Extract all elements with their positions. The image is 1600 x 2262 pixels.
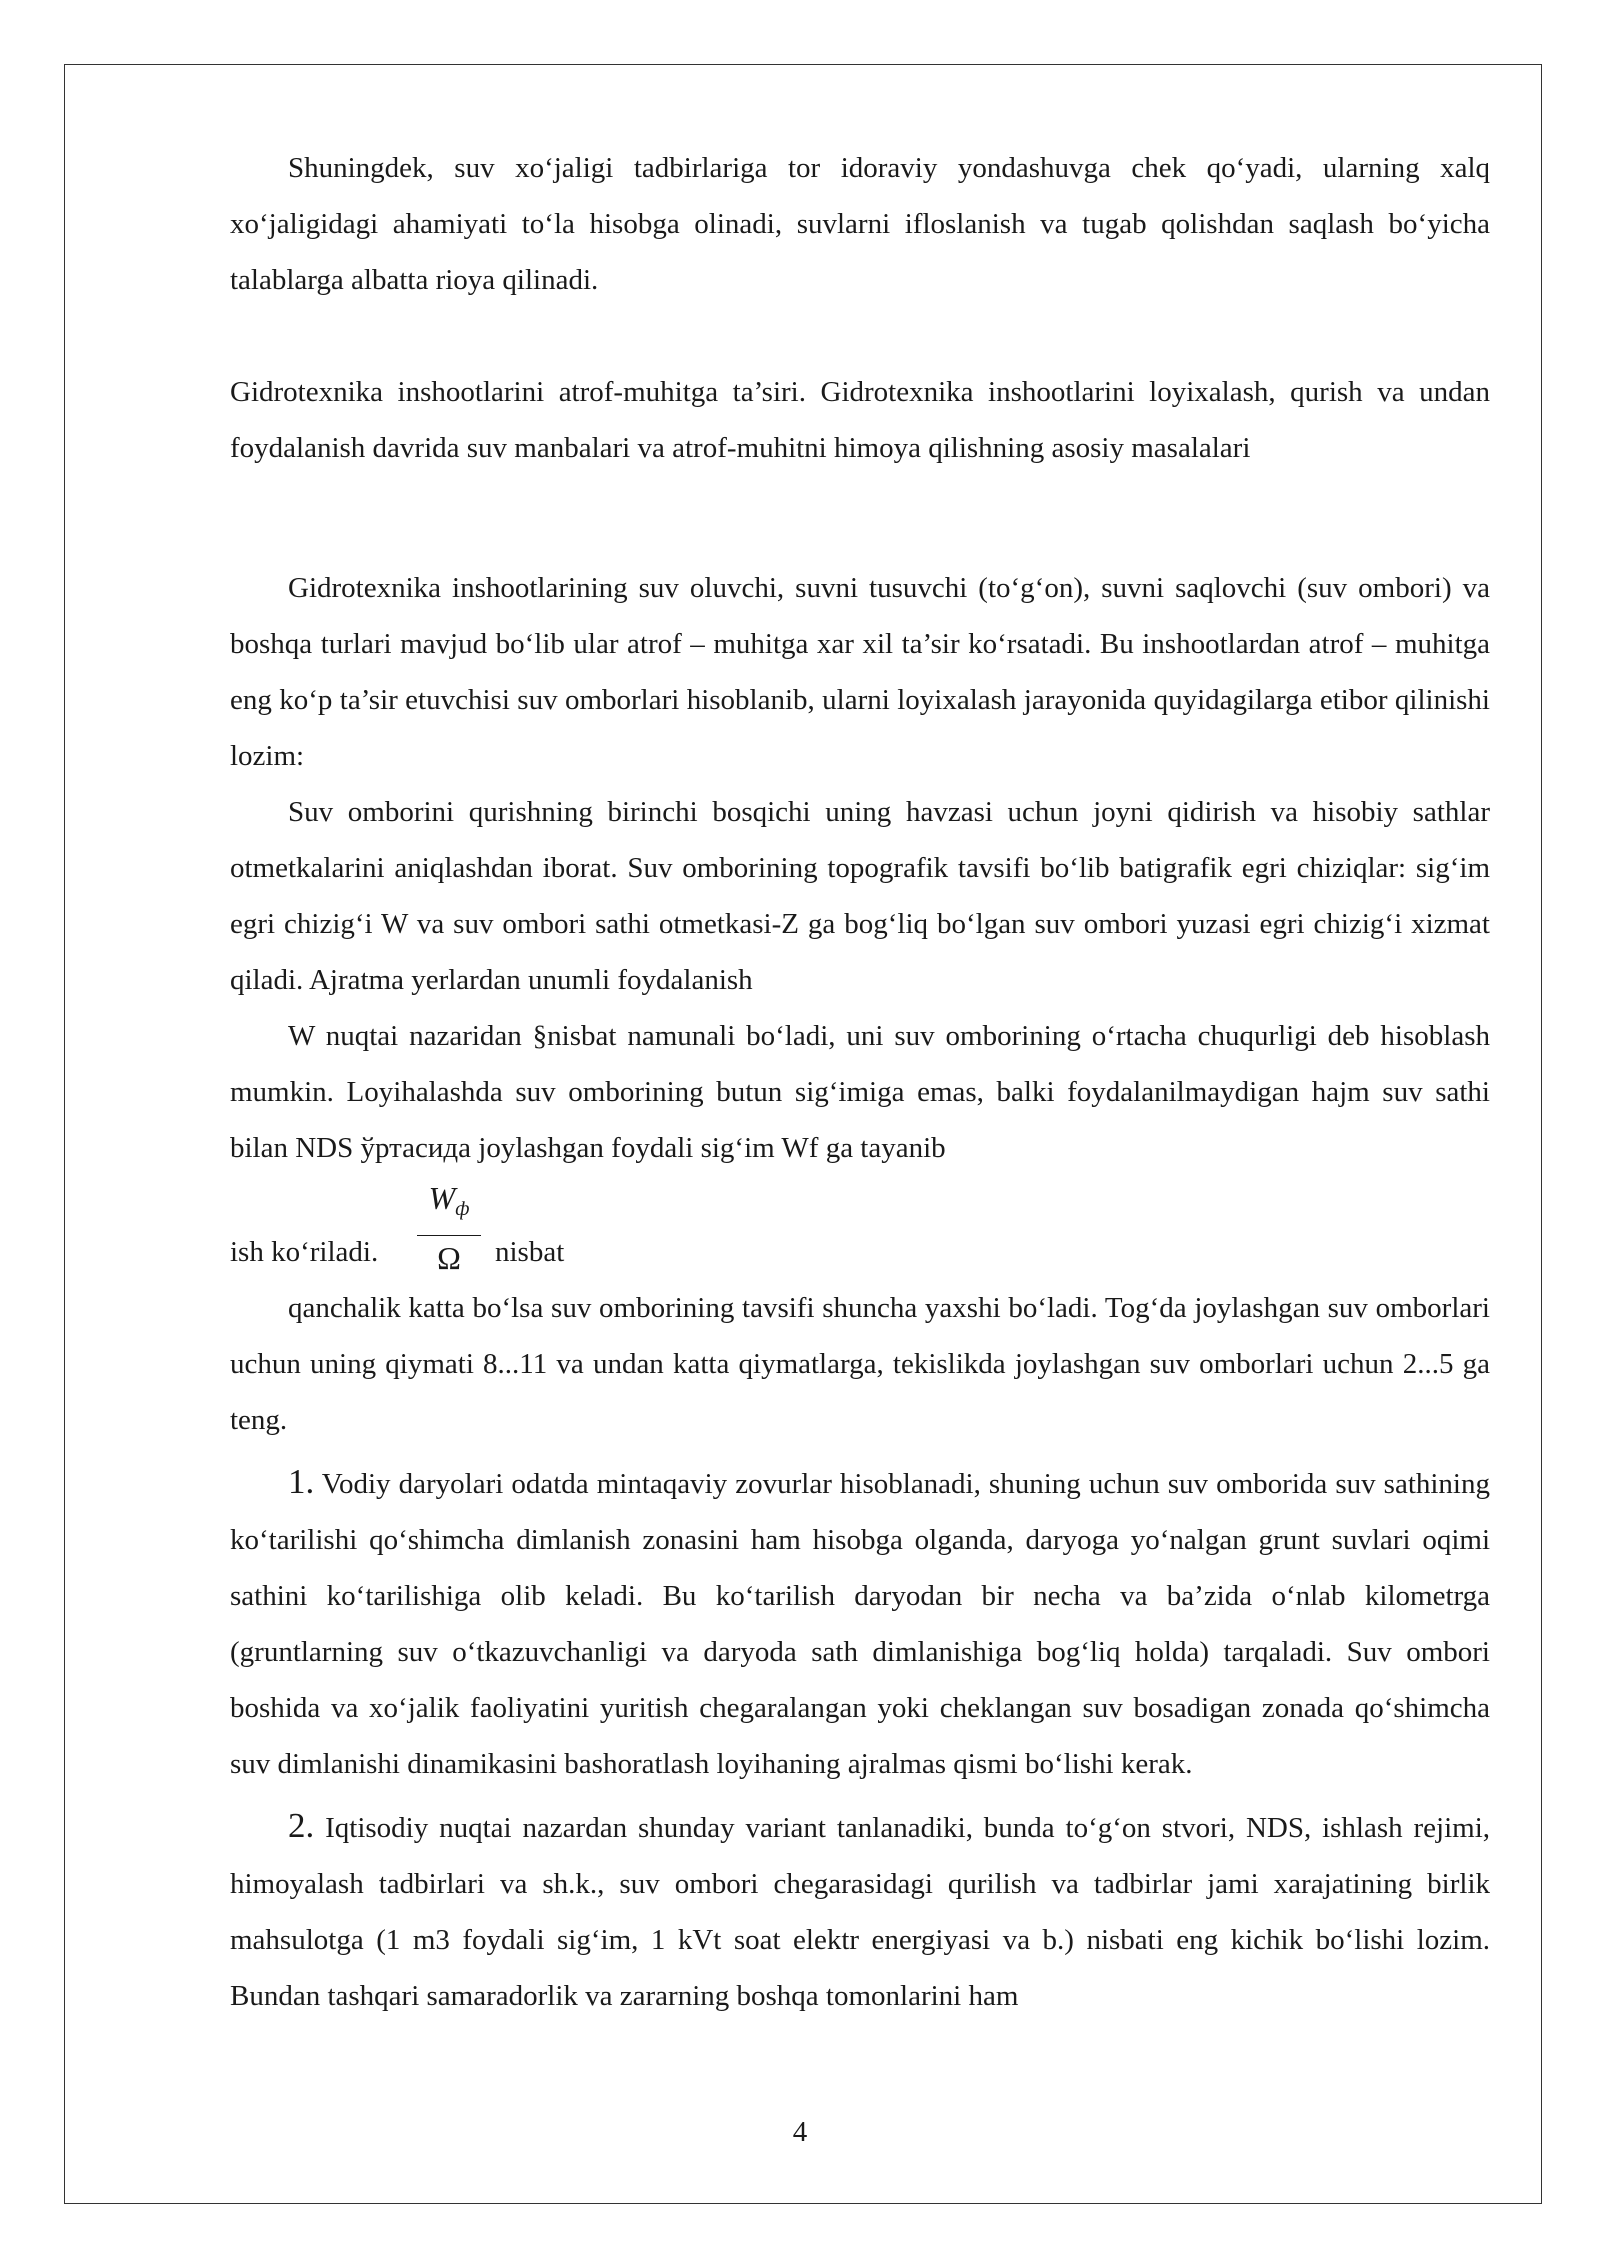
fraction-formula — [415, 1176, 483, 1280]
paragraph-ratio-values: qanchalik katta bo‘lsa suv omborining tavsifi shuncha yaxshi bo‘ladi. Tog‘da joylashgan suv omborlari uchun uning qiymati 8...11 va undan katta qiymatlarga, tekislikda joylashgan suv omborlari uchun 2...5 ga teng. — [230, 1292, 1490, 1436]
paragraph-intro: Shuningdek, suv xo‘jaligi tadbirlariga tor idoraviy yondashuvga chek qo‘yadi, ularning xalq xo‘jaligidagi ahamiyati to‘la hisobga olinadi, suvlarni ifloslanish va tugab qolishdan saqlash bo‘yicha talablarga albatta rioya qilinadi. — [230, 152, 1490, 296]
formula-line — [230, 1176, 1490, 1280]
formula-suffix-text: nisbat — [495, 1236, 565, 1268]
numerator-symbol: W — [428, 1180, 456, 1216]
fraction-denominator: Ω — [437, 1240, 461, 1276]
list-item-1 — [230, 1454, 1490, 1792]
paragraph-hydro-structures: Gidrotexnika inshootlarining suv oluvchi, suvni tusuvchi (to‘g‘on), suvni saqlovchi (suv ombori) va boshqa turlari mavjud bo‘lib ular atrof – muhitga xar xil ta’sir ko‘rsatadi. Bu inshootlardan atrof – muhitga eng ko‘p ta’sir etuvchisi suv omborlari hisoblanib, ularni loyixalash jarayonida quyidagilarga etibor qilinishi lozim: — [230, 572, 1490, 772]
fraction-numerator — [415, 1176, 483, 1231]
numerator-subscript: ф — [455, 1198, 470, 1220]
list-item-1-number: 1. — [288, 1462, 315, 1501]
page-number: 4 — [792, 2116, 808, 2148]
list-item-2-text: Iqtisodiy nuqtai nazardan shunday variant tanlanadiki, bunda to‘g‘on stvori, NDS, ishlash rejimi, himoyalash tadbirlari va sh.k., suv ombori chegarasidagi qurilish va tadbirlar jami xarajatining birlik mahsulotga (1 m3 foydali sig‘im, 1 kVt soat elektr energiyasi va b.) nisbati eng kichik bo‘lishi lozim. Bundan tashqari samaradorlik va zararning boshqa tomonlarini ham — [230, 1812, 1490, 2012]
list-item-2-number: 2. — [288, 1806, 315, 1845]
list-item-2 — [230, 1798, 1490, 2024]
document-body — [230, 140, 1490, 2024]
section-heading-paragraph: Gidrotexnika inshootlarini atrof-muhitga ta’siri. Gidrotexnika inshootlarini loyixalash, qurish va undan foydalanish davrida suv manbalari va atrof-muhitni himoya qilishning asosiy masalalari — [230, 376, 1490, 464]
list-item-1-text: Vodiy daryolari odatda mintaqaviy zovurlar hisoblanadi, shuning uchun suv omborida suv sathining ko‘tarilishi qo‘shimcha dimlanish zonasini ham hisobga olganda, daryoga yo‘nalgan grunt suvlari oqimi sathini ko‘tarilishiga olib keladi. Bu ko‘tarilish daryodan bir necha va ba’zida o‘nlab kilometrga (gruntlarning suv o‘tkazuvchanligi va daryoda sath dimlanishiga bog‘liq holda) tarqaladi. Suv ombori boshida va xo‘jalik faoliyatini yuritish chegaralangan yoki cheklangan suv bosadigan zonada qo‘shimcha suv dimlanishi dinamikasini bashoratlash loyihaning ajralmas qismi bo‘lishi kerak. — [230, 1468, 1490, 1780]
formula-prefix-text: ish ko‘riladi. — [230, 1236, 379, 1268]
paragraph-reservoir-stage: Suv omborini qurishning birinchi bosqichi uning havzasi uchun joyni qidirish va hisobiy sathlar otmetkalarini aniqlashdan iborat. Suv omborining topografik tavsifi bo‘lib batigrafik egri chiziqlar: sig‘im egri chizig‘i W va suv ombori sathi otmetkasi-Z ga bog‘liq bo‘lgan suv ombori yuzasi egri chizig‘i xizmat qiladi. Ajratma yerlardan unumli foydalanish — [230, 796, 1490, 996]
paragraph-w-ratio: W nuqtai nazaridan §nisbat namunali bo‘ladi, uni suv omborining o‘rtacha chuqurligi deb hisoblash mumkin. Loyihalashda suv omborining butun sig‘imiga emas, balki foydalanilmaydigan hajm suv sathi bilan NDS ўртасида joylashgan foydali sig‘im Wf ga tayanib — [230, 1020, 1490, 1164]
